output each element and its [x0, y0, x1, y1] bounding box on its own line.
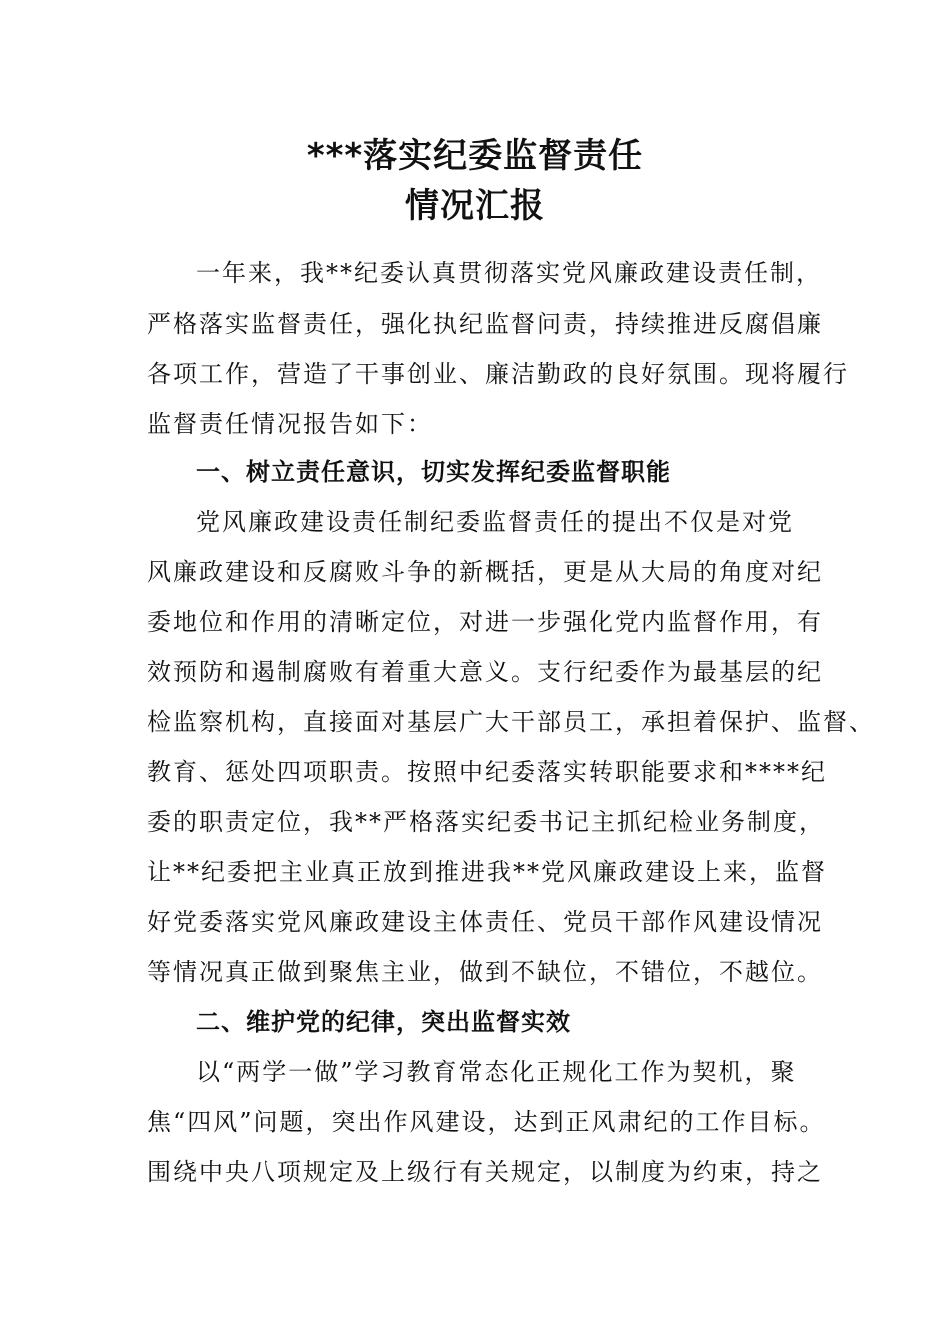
section-heading-2: 二、维护党的纪律，突出监督实效	[196, 1008, 571, 1036]
paragraph-line: 好党委落实党风廉政建设主体责任、党员干部作风建设情况	[147, 908, 823, 936]
paragraph-line: 教育、惩处四项职责。按照中纪委落实转职能要求和****纪	[147, 758, 827, 786]
document-title-line-2: 情况汇报	[405, 186, 545, 226]
paragraph-line: 让**纪委把主业真正放到推进我**党风廉政建设上来，监督	[147, 858, 827, 886]
paragraph-line: 严格落实监督责任，强化执纪监督问责，持续推进反腐倡廉	[147, 310, 823, 338]
paragraph-line: 风廉政建设和反腐败斗争的新概括，更是从大局的角度对纪	[147, 558, 823, 586]
paragraph-line: 检监察机构，直接面对基层广大干部员工，承担着保护、监督、	[147, 708, 875, 736]
paragraph-line: 监督责任情况报告如下：	[147, 410, 433, 438]
paragraph-line: 焦“四风”问题，突出作风建设，达到正风肃纪的工作目标。	[147, 1108, 826, 1136]
paragraph-line: 各项工作，营造了干事创业、廉洁勤政的良好氛围。现将履行	[147, 360, 849, 388]
section-heading-1: 一、树立责任意识，切实发挥纪委监督职能	[196, 458, 671, 486]
document-title-line-1: ***落实纪委监督责任	[306, 136, 644, 176]
paragraph-line: 党风廉政建设责任制纪委监督责任的提出不仅是对党	[196, 508, 794, 536]
paragraph-line: 等情况真正做到聚焦主业，做到不缺位，不错位，不越位。	[147, 958, 823, 986]
paragraph-line: 效预防和遏制腐败有着重大意义。支行纪委作为最基层的纪	[147, 658, 823, 686]
paragraph-line: 围绕中央八项规定及上级行有关规定，以制度为约束，持之	[147, 1158, 823, 1186]
paragraph-line: 委的职责定位，我**严格落实纪委书记主抓纪检业务制度，	[147, 808, 825, 836]
paragraph-line: 一年来，我**纪委认真贯彻落实党风廉政建设责任制，	[196, 259, 822, 287]
paragraph-line: 以“两学一做”学习教育常态化正规化工作为契机，聚	[196, 1058, 797, 1086]
paragraph-line: 委地位和作用的清晰定位，对进一步强化党内监督作用，有	[147, 608, 823, 636]
